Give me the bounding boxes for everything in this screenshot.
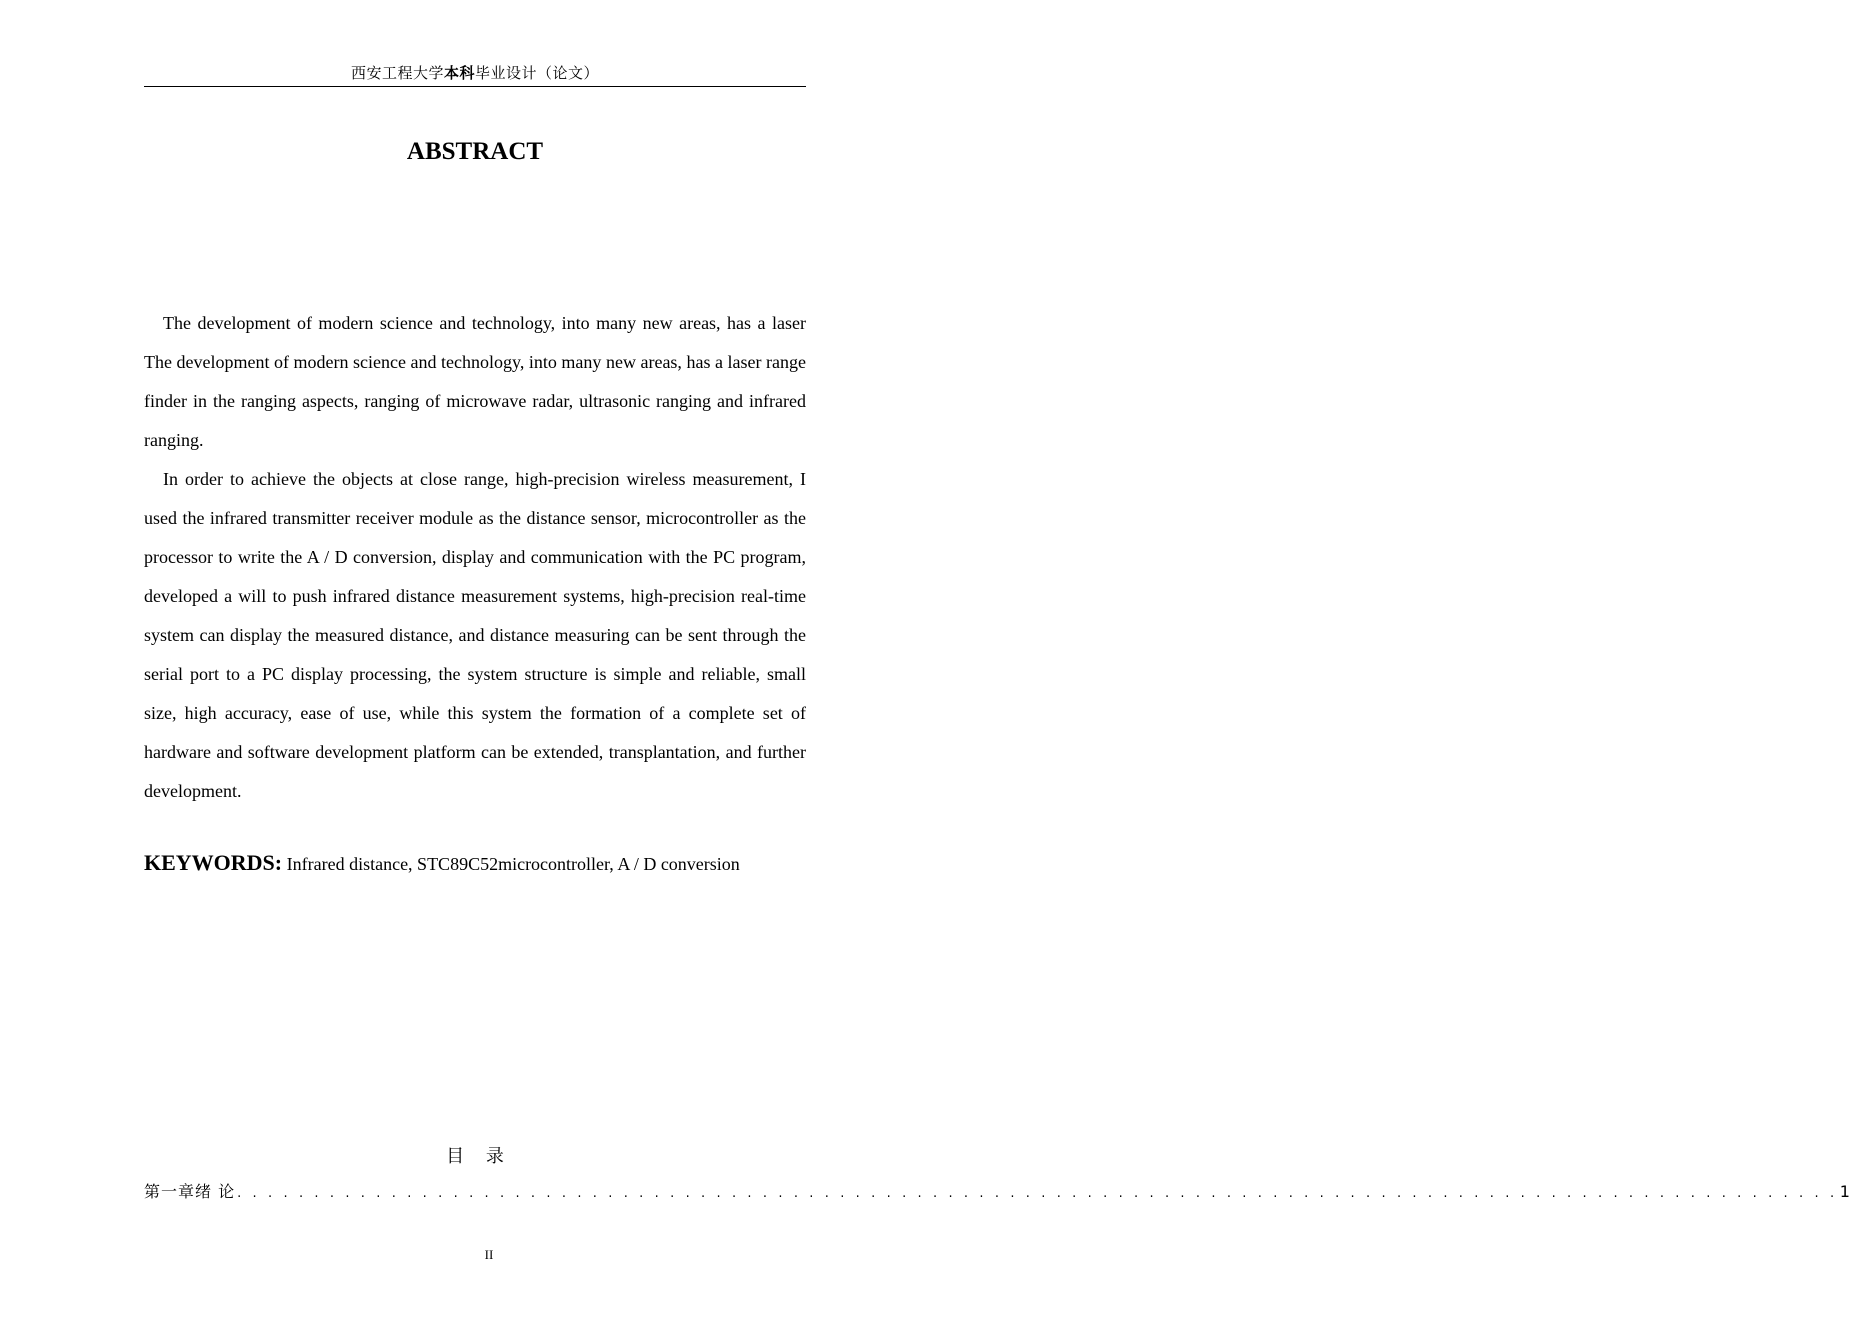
toc-title: 目 录 bbox=[446, 1146, 504, 1167]
header-title-part1: 西安工程大学 bbox=[350, 66, 444, 82]
toc-entry[interactable] bbox=[144, 1180, 1850, 1206]
toc-entry-page-number: 1 bbox=[1839, 1182, 1850, 1201]
abstract-paragraph-2: In order to achieve the objects at close range, high-precision wireless measurement, I used the infrared transmitter receiver module as the distance sensor, microcontroller as the processor to write the A / D conversion, display and communication with the PC program, developed a will to push infrared distance measurement systems, high-precision real-time system can display the measured distance, and distance measuring can be sent through the serial port to a PC display processing, the system structure is simple and reliable, small size, high accuracy, ease of use, while this system the formation of a complete set of hardware and software development platform can be extended, transplantation, and further development. bbox=[144, 469, 806, 801]
abstract-paragraph-1: The development of modern science and technology, into many new areas, has a laser The development of modern science and technology, into many new areas, has a laser range finder in the ranging aspects, ranging of microwave radar, ultrasonic ranging and infrared ranging. bbox=[144, 313, 806, 450]
toc-entry-leader-dots: . . . . . . . . . . . . . . . . . . . . . . . . . . . . . . . . . . . . . . . . . . . . . . . . . . . . . . . . . . . . . . . . . . . . . . . . . . . . . . . . . . . . . . . . . . . . . . . . . . . . . . . . bbox=[237, 1186, 1838, 1201]
header-title-part2: 毕业设计（论文） bbox=[475, 66, 600, 82]
toc-entry-label: 第一章绪 论 bbox=[144, 1182, 236, 1201]
running-header bbox=[144, 64, 806, 84]
abstract-title: ABSTRACT bbox=[406, 138, 544, 165]
keywords-line bbox=[144, 847, 806, 880]
keywords-label: KEYWORDS: bbox=[144, 850, 283, 875]
keywords-text: Infrared distance, STC89C52microcontroller, A / D conversion bbox=[286, 854, 740, 874]
header-divider bbox=[144, 86, 806, 87]
abstract-body bbox=[144, 304, 806, 811]
page-number: II bbox=[484, 1247, 494, 1262]
header-title-bold: 本科 bbox=[443, 66, 475, 82]
